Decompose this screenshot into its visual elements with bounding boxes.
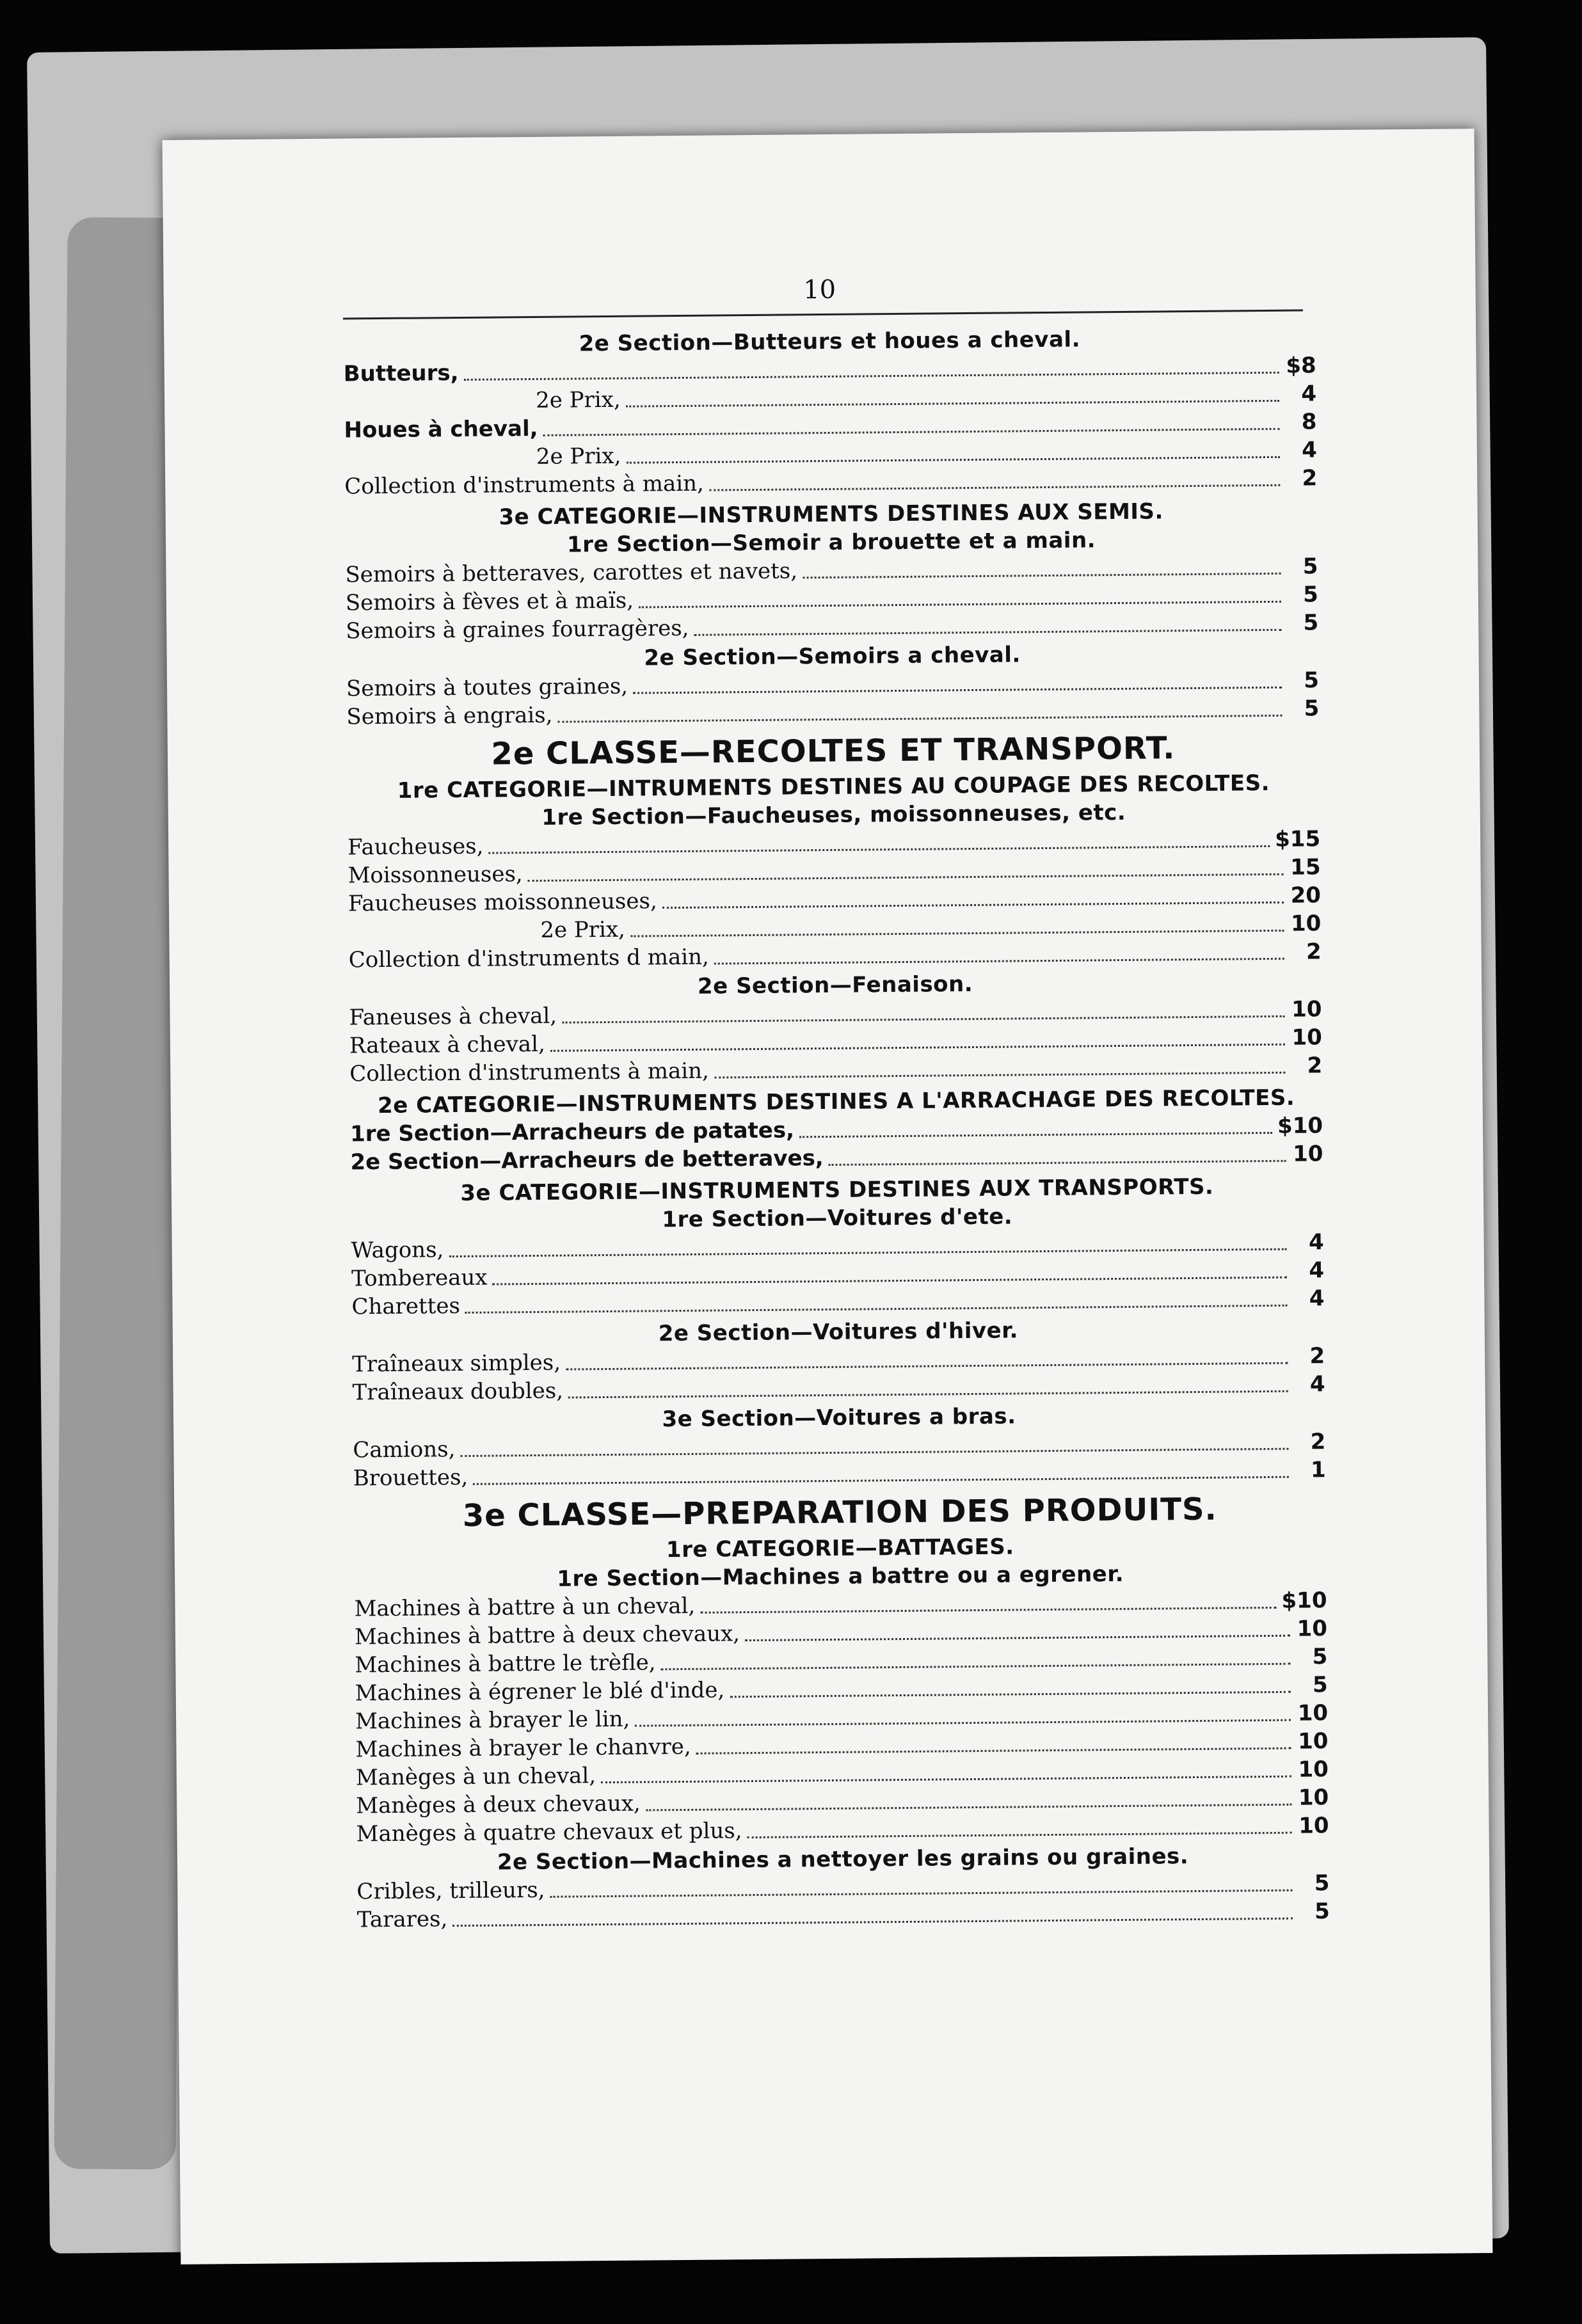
dot-leader — [528, 873, 1284, 882]
dot-leader — [747, 1831, 1292, 1838]
prize-row-amount: 10 — [1291, 1024, 1323, 1051]
dot-leader — [452, 1917, 1293, 1927]
prize-row-amount: 10 — [1297, 1616, 1328, 1642]
prize-row-amount: 5 — [1304, 696, 1320, 722]
category-heading: 1re CATEGORIE—BATTAGES. — [666, 1534, 1014, 1563]
prize-row-label: Tombereaux — [351, 1264, 488, 1292]
dot-leader — [461, 1447, 1289, 1457]
dot-leader — [803, 572, 1281, 579]
section-heading: 3e Section—Voitures a bras. — [662, 1403, 1016, 1433]
category-heading: 2e CATEGORIE—INSTRUMENTS DESTINES A L'ARRACHAGE DES RECOLTES. — [377, 1085, 1295, 1119]
prize-row-amount: 5 — [1302, 582, 1318, 608]
prize-row-amount: $15 — [1274, 826, 1321, 852]
dot-leader — [646, 1803, 1291, 1811]
dot-leader — [709, 484, 1280, 491]
prize-row-label: Rateaux à cheval, — [349, 1031, 545, 1059]
dot-leader — [566, 1362, 1288, 1371]
category-heading: 1re CATEGORIE—INTRUMENTS DESTINES AU COUPAGE DES RECOLTES. — [397, 770, 1270, 804]
prize-row-label: Faneuses à cheval, — [349, 1003, 557, 1031]
prize-row-amount: 4 — [1301, 381, 1317, 407]
prize-row-amount: 1 — [1310, 1457, 1326, 1483]
prize-row-amount: 10 — [1290, 911, 1322, 937]
prize-row-amount: 10 — [1298, 1785, 1329, 1811]
prize-row-label: Collection d'instruments d main, — [348, 944, 709, 973]
prize-row-label: Manèges à deux chevaux, — [356, 1790, 641, 1819]
dot-leader — [449, 1248, 1286, 1257]
dot-leader — [601, 1775, 1291, 1783]
dot-leader — [489, 845, 1270, 854]
dot-leader — [543, 427, 1280, 436]
prize-row-label: Brouettes, — [353, 1464, 468, 1492]
section-heading: 2e Section—Fenaison. — [697, 971, 973, 999]
prize-row-label: Tarares, — [356, 1906, 448, 1933]
prize-row-label: 2e Prix, — [535, 386, 621, 413]
prize-row-label: Semoirs à graines fourragères, — [346, 615, 689, 644]
prize-row-label: Machines à brayer le chanvre, — [355, 1733, 691, 1763]
prize-row-amount: 10 — [1297, 1728, 1329, 1755]
section-heading: 1re Section—Voitures d'ete. — [662, 1204, 1013, 1233]
dot-leader — [464, 371, 1279, 381]
prize-row-amount: 5 — [1302, 553, 1318, 580]
dot-leader — [630, 929, 1284, 937]
prize-row-label: Camions, — [353, 1437, 456, 1463]
prize-row-amount: 5 — [1314, 1870, 1330, 1897]
section-heading: 2e Section—Voitures d'hiver. — [658, 1317, 1019, 1347]
prize-row-label: Semoirs à toutes graines, — [346, 673, 628, 702]
prize-row-label: Semoirs à betteraves, carottes et navets, — [345, 558, 798, 588]
dot-leader — [639, 600, 1281, 609]
prize-row-label: Butteurs, — [343, 360, 459, 387]
prize-row-label: Semoirs à fèves et à maïs, — [345, 587, 634, 616]
prize-row-label: Manèges à un cheval, — [355, 1763, 596, 1791]
prize-row-label: 1re Section—Arracheurs de patates, — [349, 1117, 795, 1147]
section-heading: 2e Section—Machines a nettoyer les grains ou graines. — [497, 1843, 1189, 1875]
prize-row-label: Machines à battre le trèfle, — [355, 1650, 656, 1678]
prize-row-amount: 4 — [1309, 1371, 1325, 1397]
prize-row-amount: 4 — [1308, 1229, 1324, 1255]
section-heading: 1re Section—Faucheuses, moissonneuses, etc. — [541, 799, 1126, 831]
dot-leader — [568, 1390, 1288, 1399]
dot-leader — [635, 1719, 1291, 1727]
prize-row-amount: 10 — [1297, 1700, 1329, 1726]
dot-leader — [714, 957, 1284, 965]
dot-leader — [700, 1606, 1276, 1614]
dot-leader — [562, 1015, 1284, 1024]
prize-row-amount: 15 — [1290, 854, 1321, 880]
dot-leader — [627, 456, 1280, 464]
dot-leader — [730, 1691, 1290, 1698]
prize-row-amount: 5 — [1312, 1644, 1328, 1670]
prize-row-label: 2e Prix, — [536, 443, 621, 470]
prize-row-label: Traîneaux doubles, — [352, 1378, 564, 1406]
prize-row-amount: 10 — [1292, 1141, 1323, 1167]
prize-row-label: Traîneaux simples, — [352, 1349, 561, 1378]
prize-row-label: Semoirs à engrais, — [346, 702, 553, 730]
dot-leader — [626, 399, 1279, 408]
prize-row-label: Machines à battre à un cheval, — [354, 1593, 696, 1622]
dot-leader — [493, 1276, 1288, 1285]
prize-row-label: Moissonneuses, — [348, 861, 523, 889]
dot-leader — [550, 1889, 1293, 1898]
dot-leader — [465, 1304, 1288, 1314]
prize-row-amount: 5 — [1312, 1672, 1328, 1698]
prize-list — [343, 322, 1330, 1934]
section-heading: 1re Section—Semoir a brouette et a main. — [566, 527, 1096, 558]
prize-row-amount: $8 — [1286, 353, 1316, 379]
prize-row-label: Machines à brayer le lin, — [355, 1706, 630, 1735]
prize-row-amount: $10 — [1277, 1113, 1323, 1139]
prize-row-amount: 2 — [1306, 939, 1322, 965]
section-heading: 2e Section—Semoirs a cheval. — [644, 642, 1021, 671]
prize-row-amount: 10 — [1298, 1813, 1329, 1839]
prize-row-amount: 2 — [1307, 1053, 1323, 1079]
prize-row-amount: 8 — [1301, 409, 1317, 435]
prize-row-amount: 20 — [1290, 882, 1322, 909]
prize-row-label: 2e Section—Arracheurs de betteraves, — [350, 1145, 824, 1175]
prize-row-label: Machines à battre à deux chevaux, — [354, 1621, 740, 1650]
page-number: 10 — [803, 275, 836, 305]
prize-row-amount: 5 — [1314, 1898, 1330, 1925]
prize-row-label: Cribles, trilleurs, — [356, 1877, 545, 1905]
document-page — [163, 129, 1493, 2264]
category-heading: 3e CATEGORIE—INSTRUMENTS DESTINES AUX TRANSPORTS. — [460, 1174, 1214, 1207]
prize-row-amount: 5 — [1304, 667, 1320, 694]
prize-row-label: Collection d'instruments à main, — [349, 1058, 710, 1087]
prize-row-amount: 10 — [1298, 1756, 1329, 1783]
prize-row-label: Machines à égrener le blé d'inde, — [355, 1677, 725, 1707]
prize-row-amount: $10 — [1281, 1588, 1327, 1614]
prize-row-label: Faucheuses moissonneuses, — [348, 888, 657, 917]
dot-leader — [550, 1043, 1285, 1052]
prize-row-amount: 2 — [1309, 1343, 1325, 1369]
prize-row-label: Collection d'instruments à main, — [344, 470, 705, 500]
class-heading: 3e CLASSE—PREPARATION DES PRODUITS. — [462, 1491, 1218, 1534]
prize-row-label: 2e Prix, — [540, 916, 626, 943]
prize-row-amount: 10 — [1291, 996, 1322, 1023]
prize-row-amount: 2 — [1302, 465, 1318, 491]
category-heading: 3e CATEGORIE—INSTRUMENTS DESTINES AUX SEMIS. — [499, 498, 1164, 530]
prize-row-amount: 2 — [1310, 1429, 1326, 1455]
section-heading: 1re Section—Machines a battre ou a egrener. — [557, 1561, 1124, 1592]
dot-leader — [799, 1131, 1272, 1138]
prize-row-amount: 4 — [1309, 1285, 1325, 1312]
dot-leader — [633, 686, 1282, 694]
dot-leader — [745, 1634, 1290, 1641]
header-rule — [343, 309, 1303, 319]
dot-leader — [473, 1476, 1289, 1485]
dot-leader — [558, 714, 1282, 723]
section-heading: 2e Section—Butteurs et houes a cheval. — [579, 326, 1081, 357]
prize-row-label: Faucheuses, — [348, 833, 484, 861]
dot-leader — [661, 1662, 1291, 1671]
dot-leader — [694, 628, 1282, 636]
prize-row-label: Manèges à quatre chevaux et plus, — [356, 1818, 742, 1847]
dot-leader — [714, 1071, 1285, 1079]
dot-leader — [696, 1747, 1291, 1755]
prize-row-label: Wagons, — [351, 1237, 444, 1264]
prize-row-amount: 4 — [1309, 1257, 1325, 1284]
class-heading: 2e CLASSE—RECOLTES ET TRANSPORT. — [491, 730, 1176, 772]
prize-row-label: Houes à cheval, — [344, 415, 538, 443]
prize-row-label: Charettes — [351, 1293, 461, 1320]
dot-leader — [662, 901, 1284, 909]
dot-leader — [829, 1159, 1286, 1166]
prize-row-amount: 5 — [1303, 610, 1319, 636]
prize-row-amount: 4 — [1302, 437, 1318, 463]
